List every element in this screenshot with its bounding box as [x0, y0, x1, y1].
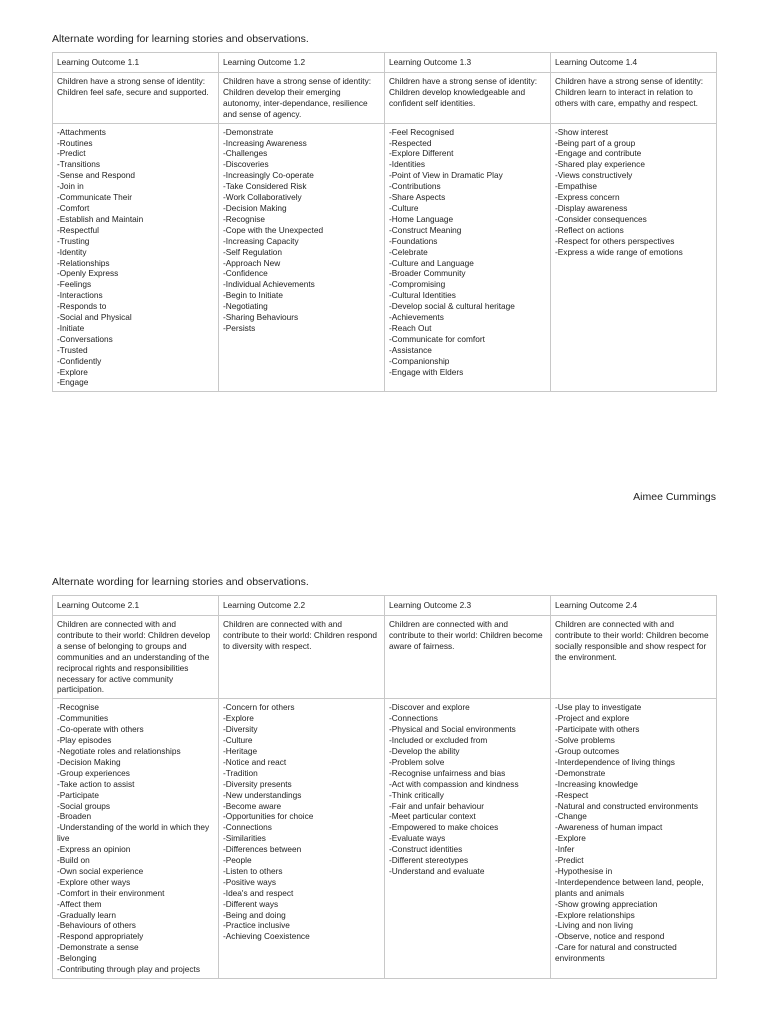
outcome-heading: Learning Outcome 1.4 — [551, 53, 717, 73]
list-item: -Social groups — [57, 800, 111, 811]
outcome-heading: Learning Outcome 2.1 — [53, 596, 219, 616]
list-item: -Construct identities — [389, 844, 463, 855]
list-item: -Reach Out — [389, 322, 432, 333]
list-item: -Demonstrate a sense — [57, 942, 139, 953]
list-item: -Become aware — [223, 800, 282, 811]
list-item: -Individual Achievements — [223, 279, 315, 290]
list-item: -Belonging — [57, 953, 97, 964]
list-item: -Confidence — [223, 268, 268, 279]
list-item: -Comfort in their environment — [57, 887, 165, 898]
list-item: -Shared play experience — [555, 159, 645, 170]
list-item: -Interdependence of living things — [555, 756, 675, 767]
list-item: -Affect them — [57, 898, 102, 909]
list-item: -Confidently — [57, 355, 102, 366]
list-item: -Differences between — [223, 844, 302, 855]
list-item: -Contributing through play and projects — [57, 964, 200, 975]
list-item: -Cope with the Unexpected — [223, 224, 324, 235]
list-item: -Demonstrate — [555, 767, 606, 778]
list-item: -Opportunities for choice — [223, 811, 314, 822]
list-item: -Sharing Behaviours — [223, 312, 299, 323]
list-item: -Feelings — [57, 279, 92, 290]
outcome-header-row — [53, 596, 717, 616]
outcome-item-list — [219, 123, 385, 392]
list-item: -Reflect on actions — [555, 224, 624, 235]
list-item: -Connections — [389, 713, 438, 724]
list-item: -Attachments — [57, 126, 106, 137]
list-item: -Respected — [389, 137, 432, 148]
list-item: -Contributions — [389, 181, 441, 192]
list-item: -Transitions — [57, 159, 101, 170]
list-item: -Begin to Initiate — [223, 290, 283, 301]
list-item: -Engage — [57, 377, 89, 388]
list-item: -Display awareness — [555, 202, 628, 213]
list-item: -Hypothesise in — [555, 865, 613, 876]
list-item: -Identities — [389, 159, 425, 170]
list-item: -Achieving Coexistence — [223, 931, 310, 942]
list-item: -Discoveries — [223, 159, 269, 170]
outcome-heading: Learning Outcome 1.2 — [219, 53, 385, 73]
outcome-heading: Learning Outcome 1.1 — [53, 53, 219, 73]
list-item: -Empowered to make choices — [389, 822, 499, 833]
outcome-header-row — [53, 53, 717, 73]
outcome-description: Children have a strong sense of identity: Children develop their emerging autonomy, inter-dependance, resilience and sense of agency. — [219, 73, 385, 124]
list-item: -Change — [555, 811, 587, 822]
list-item: -Respond appropriately — [57, 931, 144, 942]
list-item: -Solve problems — [555, 735, 615, 746]
list-item: -Show interest — [555, 126, 609, 137]
outcome-description: Children are connected with and contribute to their world: Children respond to diversity with respect. — [219, 616, 385, 699]
list-item: -Initiate — [57, 322, 85, 333]
list-item: -Engage and contribute — [555, 148, 642, 159]
list-item: -Use play to investigate — [555, 702, 642, 713]
list-item: -Feel Recognised — [389, 126, 455, 137]
list-item: -Think critically — [389, 789, 444, 800]
list-item: -Infer — [555, 844, 575, 855]
outcome-heading: Learning Outcome 2.4 — [551, 596, 717, 616]
list-item: -Physical and Social environments — [389, 724, 516, 735]
list-item: -Sense and Respond — [57, 170, 135, 181]
list-item: -Explore other ways — [57, 876, 131, 887]
list-item: -Compromising — [389, 279, 446, 290]
section-1-title: Alternate wording for learning stories and observations. — [52, 33, 309, 45]
list-item: -Approach New — [223, 257, 281, 268]
list-item: -Social and Physical — [57, 312, 132, 323]
list-item: -Self Regulation — [223, 246, 283, 257]
list-item: -Gradually learn — [57, 909, 117, 920]
outcome-item-list — [551, 123, 717, 392]
list-item: -Cultural Identities — [389, 290, 456, 301]
list-item: -Participate with others — [555, 724, 640, 735]
list-item: -Respectful — [57, 224, 99, 235]
list-item: -Celebrate — [389, 246, 428, 257]
list-item: -New understandings — [223, 789, 302, 800]
list-item: -Express an opinion — [57, 844, 131, 855]
list-item: -Included or excluded from — [389, 735, 488, 746]
outcome-description: Children have a strong sense of identity: Children develop knowledgeable and confident self identities. — [385, 73, 551, 124]
list-item: -Take Considered Risk — [223, 181, 307, 192]
list-item: -Work Collaboratively — [223, 192, 302, 203]
list-item: -Increasingly Co-operate — [223, 170, 314, 181]
list-item: -Explore Different — [389, 148, 454, 159]
list-item: -Companionship — [389, 355, 450, 366]
list-item: -Meet particular context — [389, 811, 476, 822]
list-item: -Behaviours of others — [57, 920, 136, 931]
list-item: -Trusted — [57, 344, 88, 355]
outcome-description: Children have a strong sense of identity: Children feel safe, secure and supported. — [53, 73, 219, 124]
list-item: -Routines — [57, 137, 93, 148]
list-item: -Fair and unfair behaviour — [389, 800, 485, 811]
list-item: -Similarities — [223, 833, 266, 844]
list-item: -Assistance — [389, 344, 432, 355]
outcome-description: Children have a strong sense of identity: Children learn to interact in relation to others with care, empathy and respect. — [551, 73, 717, 124]
list-item: -Broader Community — [389, 268, 466, 279]
author-name: Aimee Cummings — [633, 491, 716, 503]
list-item: -Culture and Language — [389, 257, 474, 268]
list-item: -Communities — [57, 713, 109, 724]
outcome-items-row — [53, 123, 717, 392]
list-item: -Practice inclusive — [223, 920, 290, 931]
list-item: -Build on — [57, 855, 90, 866]
list-item: -Persists — [223, 322, 256, 333]
list-item: -Increasing knowledge — [555, 778, 639, 789]
section-2-title: Alternate wording for learning stories and observations. — [52, 576, 309, 588]
outcomes-table-2 — [52, 595, 717, 979]
list-item: -Idea's and respect — [223, 887, 294, 898]
list-item: -Take action to assist — [57, 778, 135, 789]
outcome-description: Children are connected with and contribute to their world: Children become socially responsible and show respect for the environment. — [551, 616, 717, 699]
list-item: -Home Language — [389, 213, 454, 224]
list-item: -Comfort — [57, 202, 90, 213]
list-item: -Recognise unfairness and bias — [389, 767, 506, 778]
list-item: -Discover and explore — [389, 702, 470, 713]
list-item: -Notice and react — [223, 756, 287, 767]
list-item: -Predict — [57, 148, 86, 159]
list-item: -Own social experience — [57, 865, 144, 876]
list-item: -Negotiate roles and relationships — [57, 745, 181, 756]
outcome-description: Children are connected with and contribute to their world: Children develop a sense of belonging to groups and communities and an understanding of the reciprocal rights and responsibilities necessary for active community participation. — [53, 616, 219, 699]
outcome-description: Children are connected with and contribute to their world: Children become aware of fairness. — [385, 616, 551, 699]
list-item: -Empathise — [555, 181, 597, 192]
list-item: -Decision Making — [223, 202, 287, 213]
outcome-heading: Learning Outcome 1.3 — [385, 53, 551, 73]
list-item: -Culture — [223, 735, 253, 746]
list-item: -Diversity presents — [223, 778, 292, 789]
list-item: -Respect for others perspectives — [555, 235, 675, 246]
list-item: -Interactions — [57, 290, 103, 301]
list-item: -Connections — [223, 822, 272, 833]
outcome-heading: Learning Outcome 2.2 — [219, 596, 385, 616]
list-item: -Relationships — [57, 257, 110, 268]
outcome-item-list — [53, 123, 219, 392]
list-item: -Natural and constructed environments — [555, 800, 698, 811]
list-item: -Explore — [555, 833, 586, 844]
list-item: -Awareness of human impact — [555, 822, 663, 833]
outcome-item-list — [219, 699, 385, 979]
list-item: -Different stereotypes — [389, 855, 469, 866]
list-item: -Broaden — [57, 811, 92, 822]
list-item: -Recognise — [223, 213, 265, 224]
list-item: -Communicate Their — [57, 192, 133, 203]
outcome-item-list — [551, 699, 717, 979]
list-item: -Establish and Maintain — [57, 213, 144, 224]
list-item: -Respect — [555, 789, 589, 800]
list-item: -Point of View in Dramatic Play — [389, 170, 503, 181]
list-item: -Recognise — [57, 702, 99, 713]
list-item: -Being and doing — [223, 909, 286, 920]
outcomes-table-1 — [52, 52, 717, 392]
list-item: -Increasing Awareness — [223, 137, 307, 148]
list-item: -Group outcomes — [555, 745, 620, 756]
list-item: -Explore relationships — [555, 909, 635, 920]
list-item: -Identity — [57, 246, 87, 257]
list-item: -Different ways — [223, 898, 279, 909]
list-item: -Diversity — [223, 724, 258, 735]
list-item: -Concern for others — [223, 702, 295, 713]
list-item: -Culture — [389, 202, 419, 213]
outcome-item-list — [385, 699, 551, 979]
list-item: -Listen to others — [223, 865, 283, 876]
list-item: -Predict — [555, 855, 584, 866]
list-item: -Co-operate with others — [57, 724, 144, 735]
list-item: -Views constructively — [555, 170, 633, 181]
outcome-heading: Learning Outcome 2.3 — [385, 596, 551, 616]
list-item: -Positive ways — [223, 876, 277, 887]
list-item: -Demonstrate — [223, 126, 274, 137]
list-item: -Understand and evaluate — [389, 865, 485, 876]
list-item: -Heritage — [223, 745, 258, 756]
list-item: -Living and non living — [555, 920, 633, 931]
outcome-description-row — [53, 73, 717, 124]
list-item: -Conversations — [57, 333, 113, 344]
list-item: -Group experiences — [57, 767, 130, 778]
list-item: -Show growing appreciation — [555, 898, 658, 909]
outcome-items-row — [53, 699, 717, 979]
list-item: -Explore — [57, 366, 88, 377]
list-item: -Act with compassion and kindness — [389, 778, 519, 789]
list-item: -Interdependence between land, people, plants and animals — [555, 876, 704, 898]
list-item: -Foundations — [389, 235, 438, 246]
list-item: -Evaluate ways — [389, 833, 446, 844]
list-item: -Develop the ability — [389, 745, 460, 756]
outcome-item-list — [385, 123, 551, 392]
list-item: -Participate — [57, 789, 99, 800]
list-item: -Challenges — [223, 148, 268, 159]
outcome-description-row — [53, 616, 717, 699]
list-item: -Join in — [57, 181, 84, 192]
list-item: -Responds to — [57, 301, 107, 312]
list-item: -Negotiating — [223, 301, 268, 312]
list-item: -Play episodes — [57, 735, 112, 746]
outcome-item-list — [53, 699, 219, 979]
list-item: -Express concern — [555, 192, 620, 203]
list-item: -Trusting — [57, 235, 90, 246]
list-item: -Consider consequences — [555, 213, 647, 224]
list-item: -Project and explore — [555, 713, 630, 724]
list-item: -Develop social & cultural heritage — [389, 301, 515, 312]
list-item: -People — [223, 855, 252, 866]
list-item: -Openly Express — [57, 268, 119, 279]
list-item: -Being part of a group — [555, 137, 636, 148]
list-item: -Understanding of the world in which they live — [57, 822, 210, 844]
list-item: -Share Aspects — [389, 192, 446, 203]
list-item: -Express a wide range of emotions — [555, 246, 683, 257]
list-item: -Observe, notice and respond — [555, 931, 665, 942]
list-item: -Construct Meaning — [389, 224, 462, 235]
list-item: -Tradition — [223, 767, 258, 778]
list-item: -Explore — [223, 713, 254, 724]
list-item: -Increasing Capacity — [223, 235, 299, 246]
list-item: -Achievements — [389, 312, 444, 323]
list-item: -Decision Making — [57, 756, 121, 767]
list-item: -Engage with Elders — [389, 366, 464, 377]
list-item: -Care for natural and constructed environments — [555, 942, 677, 964]
list-item: -Communicate for comfort — [389, 333, 485, 344]
list-item: -Problem solve — [389, 756, 445, 767]
